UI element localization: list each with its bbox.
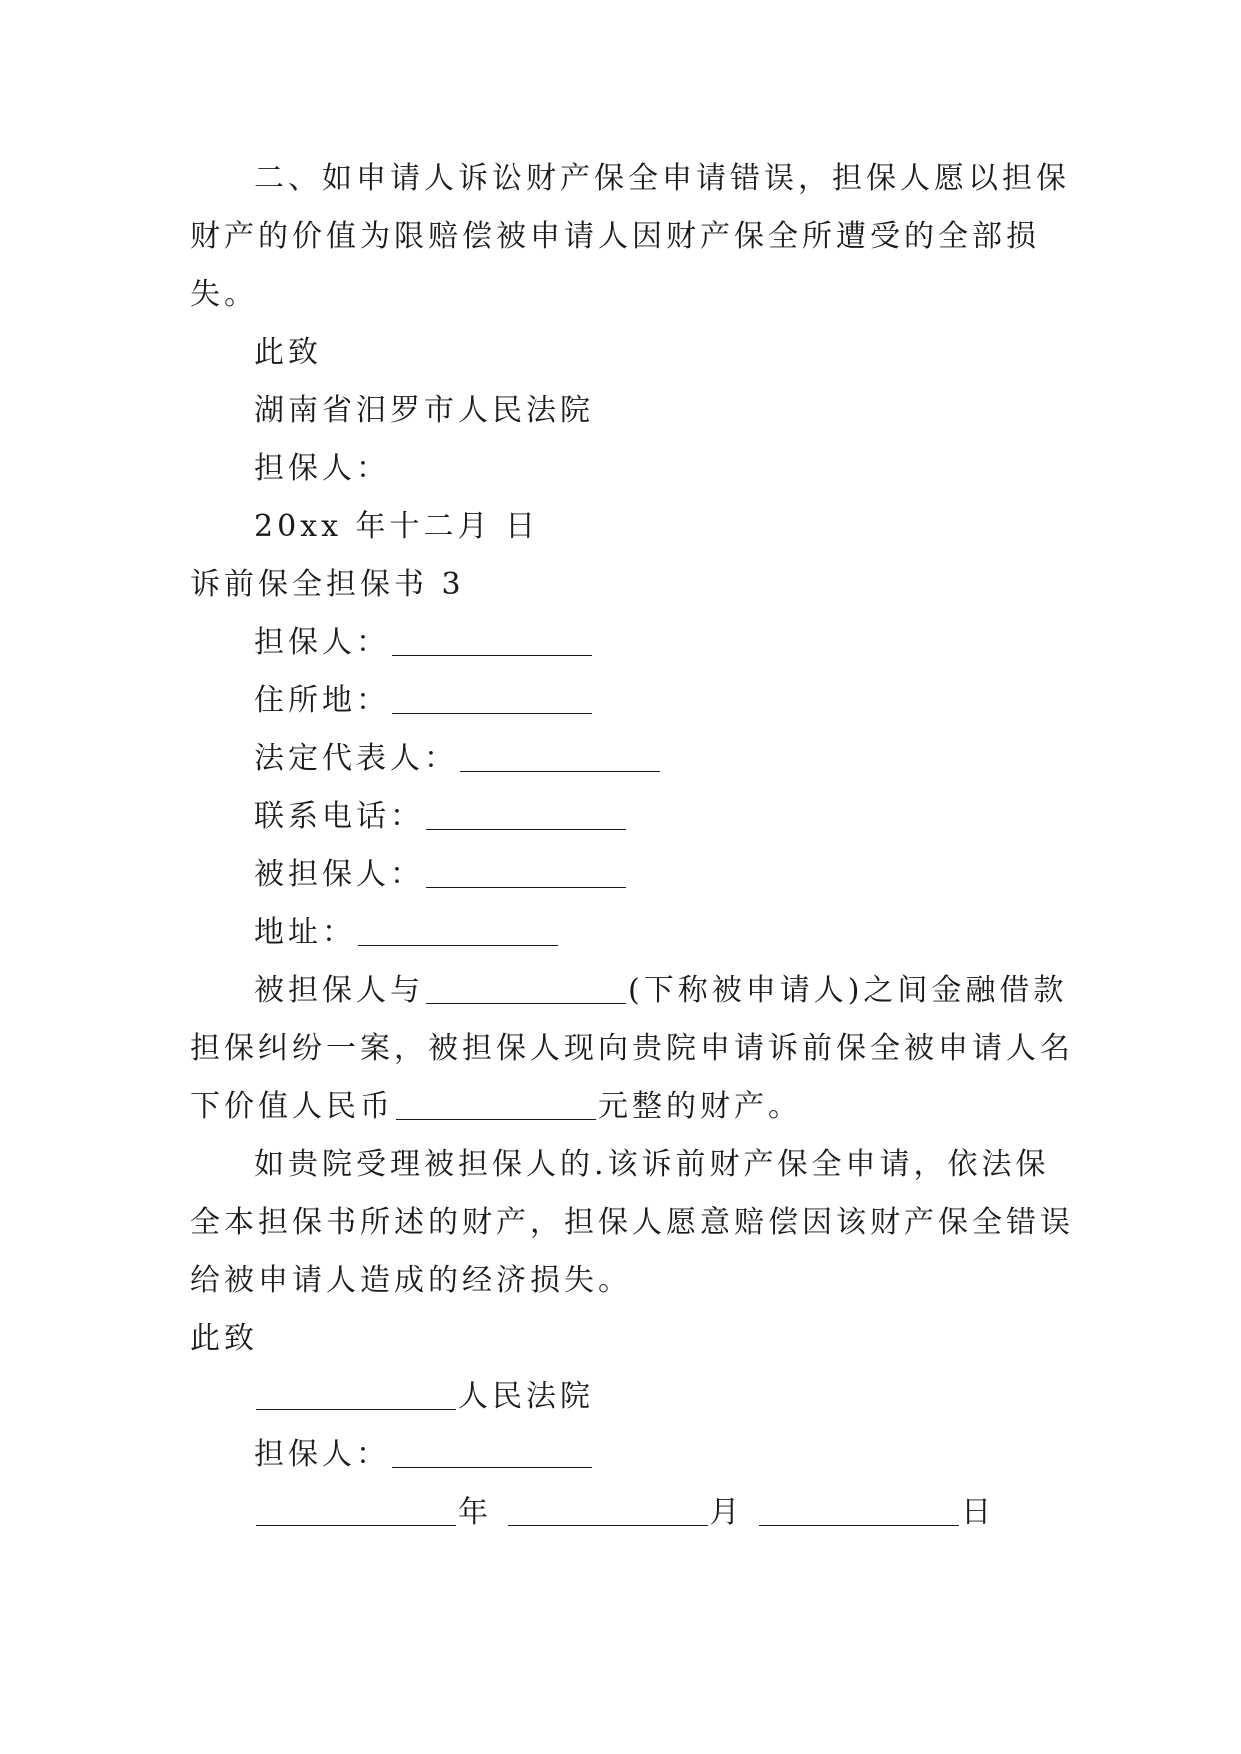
para1-party-blank — [426, 973, 626, 1004]
para1-amount-blank — [396, 1089, 596, 1120]
day-label: 日 — [961, 1495, 996, 1530]
field-guarantor-blank — [392, 625, 592, 656]
section2-line1: 二、如申请人诉讼财产保全申请错误，担保人愿以担保 — [254, 161, 1070, 196]
month-label: 月 — [709, 1495, 744, 1530]
field-address — [190, 672, 1050, 730]
para1-line2: 担保纠纷一案，被担保人现向贵院申请诉前保全被申请人名 — [190, 1031, 1074, 1066]
para1-line1 — [190, 962, 1068, 1020]
field-phone — [190, 788, 1050, 846]
doc3-guarantor-blank — [392, 1437, 592, 1468]
para1-line1-start: 被担保人与 — [254, 973, 424, 1008]
closing-court: 湖南省汨罗市人民法院 — [254, 393, 594, 428]
field-legal-rep-blank — [460, 741, 660, 772]
field-guarantor-label: 担保人： — [254, 625, 390, 660]
month-blank — [508, 1495, 708, 1526]
field-address-label: 住所地： — [254, 683, 390, 718]
para2-line1: 如贵院受理被担保人的.该诉前财产保全申请，依法保 — [254, 1147, 1050, 1182]
section2-line3: 失。 — [190, 277, 258, 312]
field-location — [190, 904, 1050, 962]
closing-salutation: 此致 — [254, 335, 322, 370]
closing-date: 20xx 年十二月 日 — [254, 509, 540, 544]
doc3-date — [190, 1484, 1050, 1542]
court-suffix: 人民法院 — [458, 1379, 594, 1414]
field-guarantor — [190, 614, 1050, 672]
para1-line3 — [190, 1078, 1050, 1136]
field-guaranteed-label: 被担保人： — [254, 857, 424, 892]
court-name-blank — [256, 1379, 456, 1410]
day-blank — [759, 1495, 959, 1526]
field-legal-rep — [190, 730, 1050, 788]
para1-line1-end: (下称被申请人)之间金融借款 — [628, 973, 1068, 1008]
doc3-title: 诉前保全担保书 3 — [190, 567, 465, 602]
field-guaranteed — [190, 846, 1050, 904]
para2-line2: 全本担保书所述的财产，担保人愿意赔偿因该财产保全错误 — [190, 1205, 1074, 1240]
field-location-label: 地址： — [254, 915, 356, 950]
document-page — [190, 150, 1074, 1542]
field-legal-rep-label: 法定代表人： — [254, 741, 458, 776]
field-guaranteed-blank — [426, 857, 626, 888]
doc3-guarantor-label: 担保人： — [254, 1437, 390, 1472]
year-label: 年 — [458, 1495, 492, 1530]
field-phone-label: 联系电话： — [254, 799, 424, 834]
field-location-blank — [358, 915, 558, 946]
para2-line3: 给被申请人造成的经济损失。 — [190, 1263, 632, 1298]
closing-guarantor-label: 担保人： — [254, 451, 390, 486]
field-phone-blank — [426, 799, 626, 830]
doc3-guarantor-sign — [190, 1426, 1050, 1484]
section2-line2: 财产的价值为限赔偿被申请人因财产保全所遭受的全部损 — [190, 219, 1040, 254]
doc3-court — [190, 1368, 1050, 1426]
para1-line3-end: 元整的财产。 — [598, 1089, 802, 1124]
para1-line3-start: 下价值人民币 — [190, 1089, 394, 1124]
year-blank — [256, 1495, 456, 1526]
doc3-salutation: 此致 — [190, 1321, 258, 1356]
field-address-blank — [392, 683, 592, 714]
